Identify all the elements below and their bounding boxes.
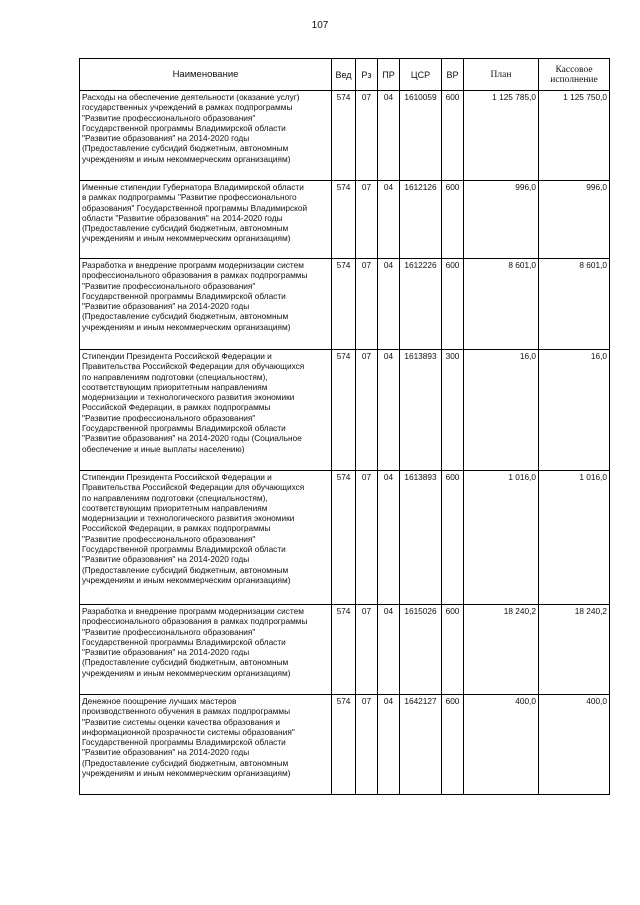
table-row bbox=[80, 350, 610, 471]
table-row bbox=[80, 471, 610, 605]
table-row bbox=[80, 91, 610, 181]
row-vr: 600 bbox=[442, 91, 464, 181]
row-rz: 07 bbox=[356, 471, 378, 605]
header-rz: Рз bbox=[356, 59, 378, 91]
row-pr: 04 bbox=[378, 259, 400, 350]
table-row bbox=[80, 605, 610, 695]
row-rz: 07 bbox=[356, 91, 378, 181]
row-ved: 574 bbox=[332, 471, 356, 605]
row-ved: 574 bbox=[332, 695, 356, 795]
table-row bbox=[80, 181, 610, 259]
row-ved: 574 bbox=[332, 350, 356, 471]
row-ved: 574 bbox=[332, 259, 356, 350]
page-number: 107 bbox=[311, 20, 329, 31]
row-name: Денежное поощрение лучших мастеров производственного обучения в рамках подпрограммы "Развитие системы оценки качества образования и информационной прозрачности системы образования" Государственной программы Владимирской области "Развитие образования" на 2014-2020 годы (Предоставление субсидий бюджетным, автономным учреждениям и иным некоммерческим организациям) bbox=[80, 695, 332, 795]
row-vr: 600 bbox=[442, 181, 464, 259]
row-pr: 04 bbox=[378, 181, 400, 259]
row-kassovoe: 18 240,2 bbox=[539, 605, 610, 695]
row-ved: 574 bbox=[332, 91, 356, 181]
row-plan: 400,0 bbox=[464, 695, 539, 795]
row-vr: 600 bbox=[442, 695, 464, 795]
table-row bbox=[80, 259, 610, 350]
row-ved: 574 bbox=[332, 605, 356, 695]
row-name: Разработка и внедрение программ модернизации систем профессионального образования в рамках подпрограммы "Развитие профессионального образования" Государственной программы Владимирской области "Развитие образования" на 2014-2020 годы (Предоставление субсидий бюджетным, автономным учреждениям и иным некоммерческим организациям) bbox=[80, 259, 332, 350]
header-ved: Вед bbox=[332, 59, 356, 91]
row-csr: 1613893 bbox=[400, 350, 442, 471]
row-vr: 600 bbox=[442, 259, 464, 350]
row-csr: 1612226 bbox=[400, 259, 442, 350]
row-name: Именные стипендии Губернатора Владимирской области в рамках подпрограммы "Развитие профессионального образования" Государственной программы Владимирской области "Развитие образования" на 2014-2020 годы (Предоставление субсидий бюджетным, автономным учреждениям и иным некоммерческим организациям) bbox=[80, 181, 332, 259]
table-header-row bbox=[80, 59, 610, 91]
row-plan: 1 125 785,0 bbox=[464, 91, 539, 181]
row-plan: 996,0 bbox=[464, 181, 539, 259]
row-kassovoe: 400,0 bbox=[539, 695, 610, 795]
row-name: Разработка и внедрение программ модернизации систем профессионального образования в рамках подпрограммы "Развитие профессионального образования" Государственной программы Владимирской области "Развитие образования" на 2014-2020 годы (Предоставление субсидий бюджетным, автономным учреждениям и иным некоммерческим организациям) bbox=[80, 605, 332, 695]
row-vr: 600 bbox=[442, 605, 464, 695]
row-rz: 07 bbox=[356, 181, 378, 259]
header-plan: План bbox=[464, 59, 539, 91]
header-name: Наименование bbox=[80, 59, 332, 91]
row-pr: 04 bbox=[378, 91, 400, 181]
row-rz: 07 bbox=[356, 259, 378, 350]
row-ved: 574 bbox=[332, 181, 356, 259]
header-csr: ЦСР bbox=[400, 59, 442, 91]
row-pr: 04 bbox=[378, 605, 400, 695]
row-kassovoe: 16,0 bbox=[539, 350, 610, 471]
row-plan: 16,0 bbox=[464, 350, 539, 471]
table-row bbox=[80, 695, 610, 795]
row-csr: 1612126 bbox=[400, 181, 442, 259]
row-name: Стипендии Президента Российской Федерации и Правительства Российской Федерации для обучающихся по направлениям подготовки (специальностям), соответствующим приоритетным направлениям модернизации и технологического развития экономики Российской Федерации, в рамках подпрограммы "Развитие профессионального образования" Государственной программы Владимирской области "Развитие образования" на 2014-2020 годы (Социальное обеспечение и иные выплаты населению) bbox=[80, 350, 332, 471]
row-pr: 04 bbox=[378, 350, 400, 471]
row-vr: 300 bbox=[442, 350, 464, 471]
budget-table bbox=[79, 58, 610, 795]
header-pr: ПР bbox=[378, 59, 400, 91]
row-csr: 1615026 bbox=[400, 605, 442, 695]
row-csr: 1613893 bbox=[400, 471, 442, 605]
row-plan: 18 240,2 bbox=[464, 605, 539, 695]
row-pr: 04 bbox=[378, 695, 400, 795]
row-rz: 07 bbox=[356, 695, 378, 795]
row-kassovoe: 1 016,0 bbox=[539, 471, 610, 605]
row-vr: 600 bbox=[442, 471, 464, 605]
row-plan: 8 601,0 bbox=[464, 259, 539, 350]
row-csr: 1642127 bbox=[400, 695, 442, 795]
header-kassovoe: Кассовое исполнение bbox=[539, 59, 610, 91]
row-kassovoe: 996,0 bbox=[539, 181, 610, 259]
row-kassovoe: 8 601,0 bbox=[539, 259, 610, 350]
row-name: Расходы на обеспечение деятельности (оказание услуг) государственных учреждений в рамках подпрограммы "Развитие профессионального образования" Государственной программы Владимирской области "Развитие образования" на 2014-2020 годы (Предоставление субсидий бюджетным, автономным учреждениям и иным некоммерческим организациям) bbox=[80, 91, 332, 181]
header-vr: ВР bbox=[442, 59, 464, 91]
row-name: Стипендии Президента Российской Федерации и Правительства Российской Федерации для обучающихся по направлениям подготовки (специальностям), соответствующим приоритетным направлениям модернизации и технологического развития экономики Российской Федерации, в рамках подпрограммы "Развитие профессионального образования" Государственной программы Владимирской области "Развитие образования" на 2014-2020 годы (Предоставление субсидий бюджетным, автономным учреждениям и иным некоммерческим организациям) bbox=[80, 471, 332, 605]
row-kassovoe: 1 125 750,0 bbox=[539, 91, 610, 181]
row-csr: 1610059 bbox=[400, 91, 442, 181]
row-rz: 07 bbox=[356, 350, 378, 471]
row-rz: 07 bbox=[356, 605, 378, 695]
row-pr: 04 bbox=[378, 471, 400, 605]
row-plan: 1 016,0 bbox=[464, 471, 539, 605]
